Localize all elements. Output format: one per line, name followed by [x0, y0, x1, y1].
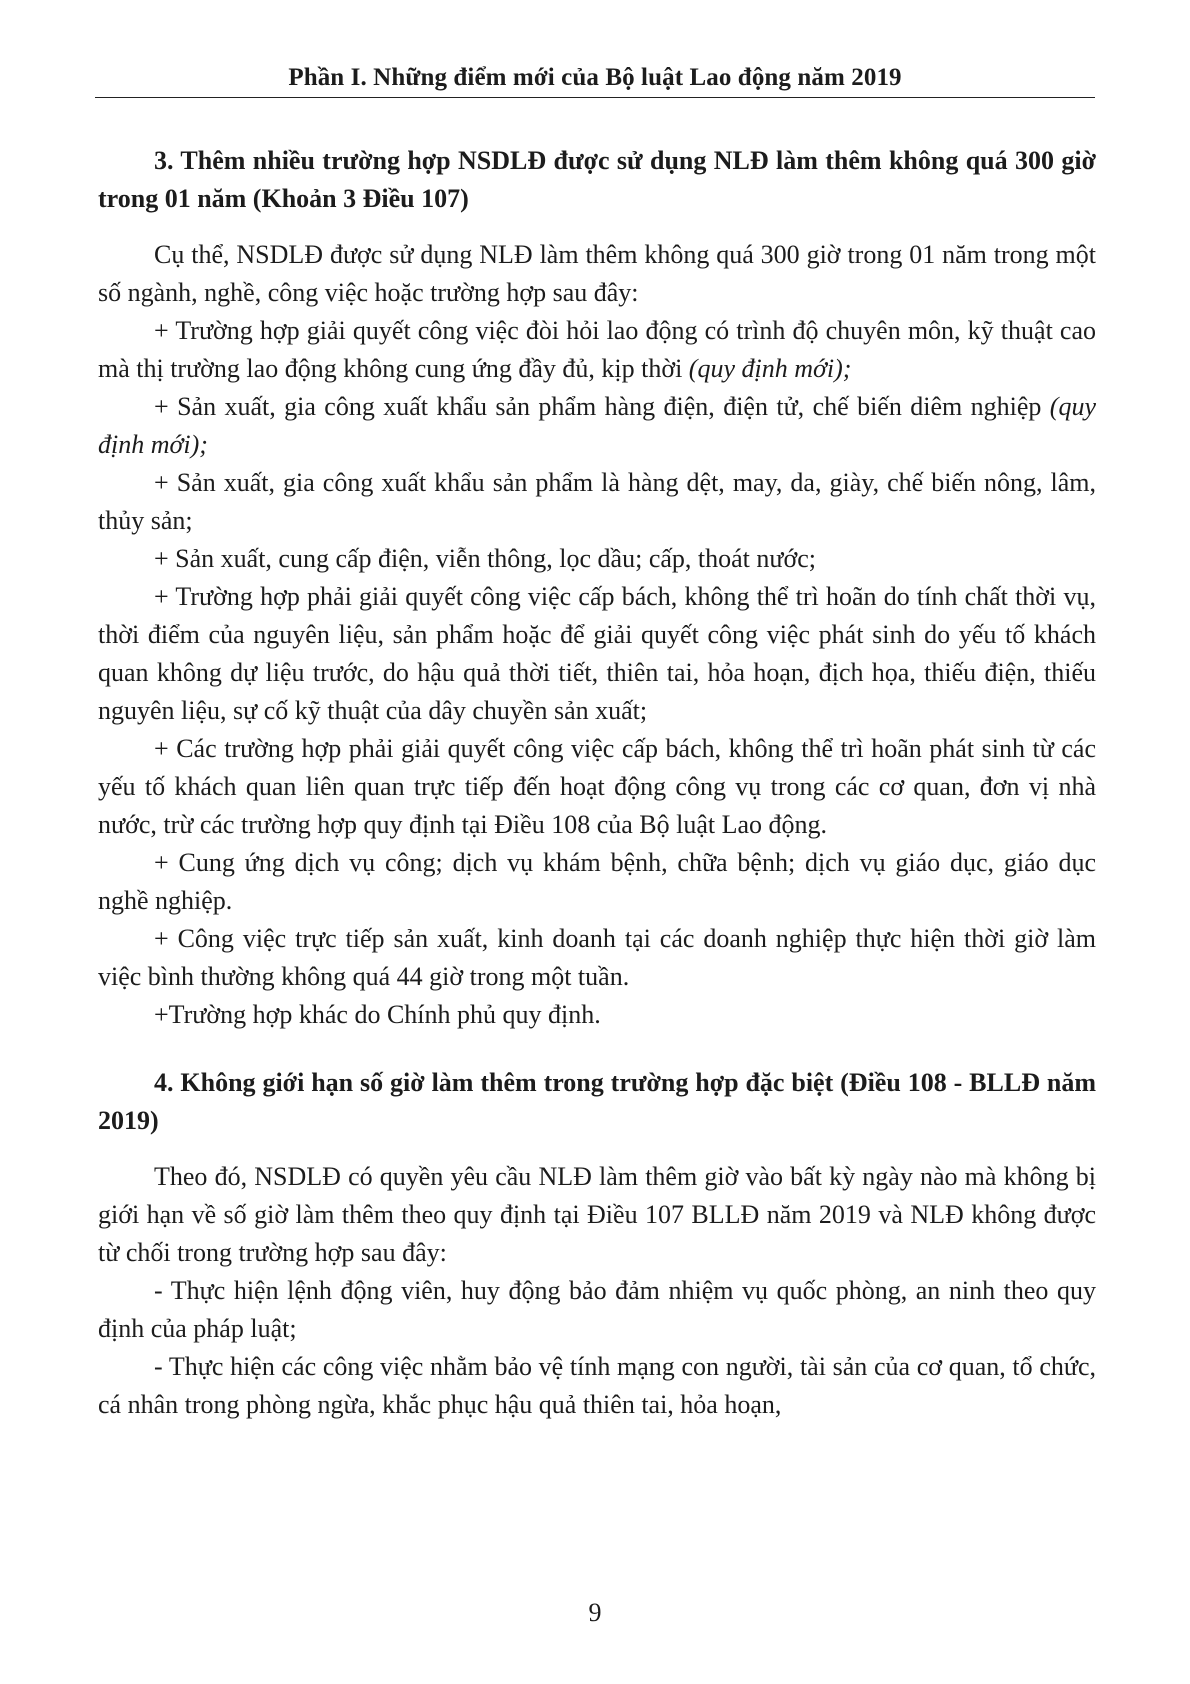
- list-item-text: + Sản xuất, gia công xuất khẩu sản phẩm hàng điện, điện tử, chế biến diêm nghiệp: [154, 392, 1050, 421]
- running-header: Phần I. Những điểm mới của Bộ luật Lao động năm 2019: [288, 64, 902, 91]
- list-item: [98, 312, 1096, 388]
- list-item-text: + Trường hợp giải quyết công việc đòi hỏi lao động có trình độ chuyên môn, kỹ thuật cao mà thị trường lao động không cung ứng đầy đủ, kịp thời: [98, 316, 1096, 383]
- list-item: - Thực hiện các công việc nhằm bảo vệ tính mạng con người, tài sản của cơ quan, tổ chức, cá nhân trong phòng ngừa, khắc phục hậu quả thiên tai, hỏa hoạn,: [98, 1352, 1096, 1419]
- list-item: + Sản xuất, cung cấp điện, viễn thông, lọc dầu; cấp, thoát nước;: [154, 544, 816, 573]
- section-3-intro: Cụ thể, NSDLĐ được sử dụng NLĐ làm thêm không quá 300 giờ trong 01 năm trong một số ngành, nghề, công việc hoặc trường hợp sau đây:: [98, 240, 1096, 307]
- page-number: 9: [588, 1598, 602, 1627]
- list-item: + Sản xuất, gia công xuất khẩu sản phẩm là hàng dệt, may, da, giày, chế biến nông, lâm, thủy sản;: [98, 468, 1096, 535]
- list-item: + Cung ứng dịch vụ công; dịch vụ khám bệnh, chữa bệnh; dịch vụ giáo dục, giáo dục nghề nghiệp.: [98, 848, 1096, 915]
- list-item: + Công việc trực tiếp sản xuất, kinh doanh tại các doanh nghiệp thực hiện thời giờ làm việc bình thường không quá 44 giờ trong một tuần.: [98, 924, 1096, 991]
- section-3-heading: 3. Thêm nhiều trường hợp NSDLĐ được sử dụng NLĐ làm thêm không quá 300 giờ trong 01 năm (Khoản 3 Điều 107): [98, 146, 1096, 213]
- section-spacer: [98, 1034, 1096, 1064]
- list-item: [98, 388, 1096, 464]
- list-item: +Trường hợp khác do Chính phủ quy định.: [154, 1000, 601, 1029]
- page-content: [98, 142, 1096, 1424]
- list-item: + Các trường hợp phải giải quyết công việc cấp bách, không thể trì hoãn phát sinh từ các yếu tố khách quan liên quan trực tiếp đến hoạt động công vụ trong các cơ quan, đơn vị nhà nước, trừ các trường hợp quy định tại Điều 108 của Bộ luật Lao động.: [98, 734, 1096, 839]
- list-item-note: (quy định mới);: [688, 354, 852, 383]
- list-item-note: (quy định mới);: [98, 392, 1096, 459]
- section-4-heading: 4. Không giới hạn số giờ làm thêm trong trường hợp đặc biệt (Điều 108 - BLLĐ năm 2019): [98, 1068, 1096, 1135]
- header-rule: [95, 97, 1095, 98]
- list-item: - Thực hiện lệnh động viên, huy động bảo đảm nhiệm vụ quốc phòng, an ninh theo quy định của pháp luật;: [98, 1276, 1096, 1343]
- section-4-intro: Theo đó, NSDLĐ có quyền yêu cầu NLĐ làm thêm giờ vào bất kỳ ngày nào mà không bị giới hạn về số giờ làm thêm theo quy định tại Điều 107 BLLĐ năm 2019 và NLĐ không được từ chối trong trường hợp sau đây:: [98, 1162, 1096, 1267]
- list-item: + Trường hợp phải giải quyết công việc cấp bách, không thể trì hoãn do tính chất thời vụ, thời điểm của nguyên liệu, sản phẩm hoặc để giải quyết công việc phát sinh do yếu tố khách quan không dự liệu trước, do hậu quả thời tiết, thiên tai, hỏa hoạn, địch họa, thiếu điện, thiếu nguyên liệu, sự cố kỹ thuật của dây chuyền sản xuất;: [98, 582, 1096, 725]
